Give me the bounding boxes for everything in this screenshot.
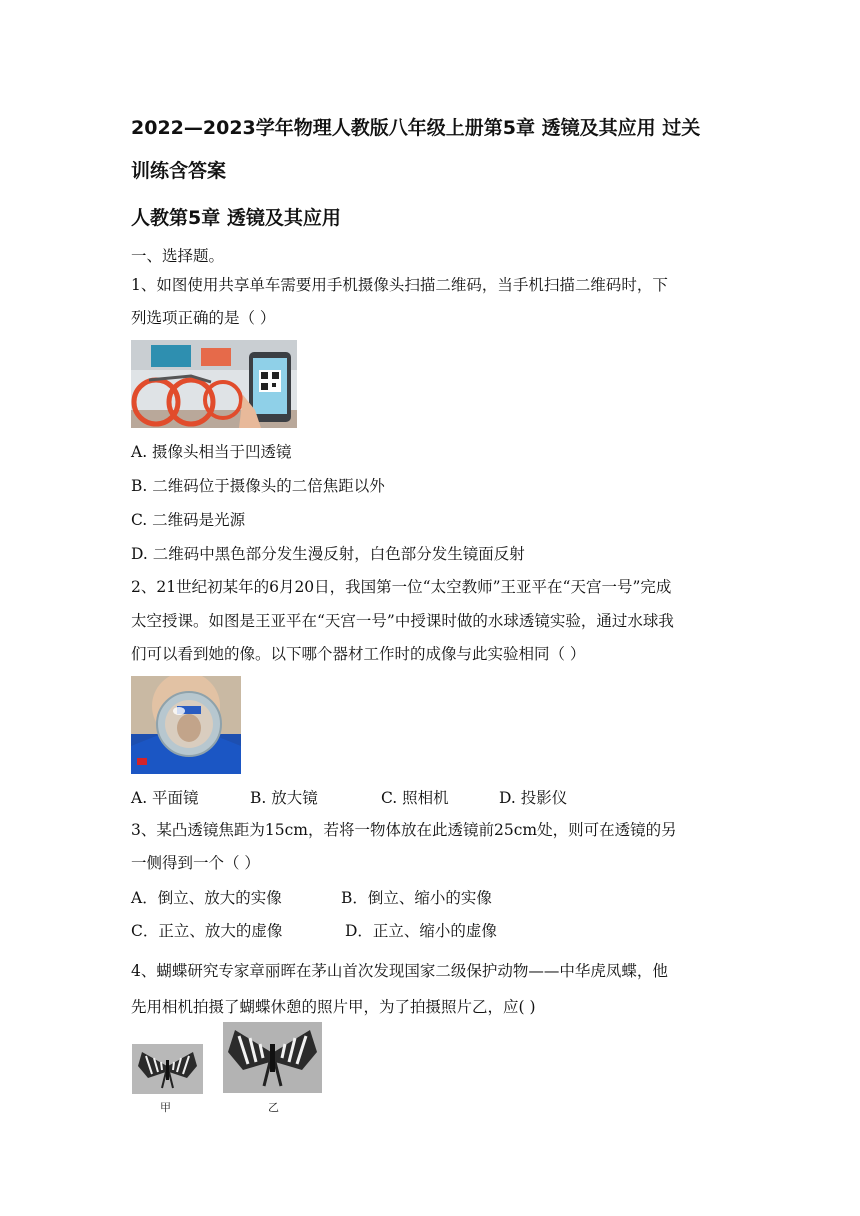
butterfly-photo-yi <box>223 1022 322 1093</box>
section-heading: 一、选择题。 <box>131 247 225 265</box>
document-title-line-1: 2022—2023学年物理人教版八年级上册第5章 透镜及其应用 过关 <box>131 117 701 139</box>
q1-option-d: D. 二维码中黑色部分发生漫反射，白色部分发生镜面反射 <box>131 545 525 563</box>
caption-yi: 乙 <box>268 1101 279 1114</box>
q2-option-b: B. 放大镜 <box>250 789 318 807</box>
q3-stem-line-2: 一侧得到一个（ ） <box>131 854 260 872</box>
q1-stem-line-2: 列选项正确的是（ ） <box>131 309 276 327</box>
q2-option-a: A. 平面镜 <box>131 789 199 807</box>
document-title-line-2: 训练含答案 <box>131 160 227 182</box>
water-ball-lens-image <box>131 676 241 774</box>
q2-stem-line-2: 太空授课。如图是王亚平在“天宫一号”中授课时做的水球透镜实验，通过水球我 <box>131 612 674 630</box>
q3-option-c: C．正立、放大的虚像 <box>131 922 283 940</box>
q4-stem-line-1: 4、蝴蝶研究专家章丽晖在茅山首次发现国家二级保护动物——中华虎凤蝶，他 <box>131 962 668 980</box>
q1-option-a: A. 摄像头相当于凹透镜 <box>131 443 292 461</box>
q3-option-d: D．正立、缩小的虚像 <box>345 922 497 940</box>
q1-stem-line-1: 1、如图使用共享单车需要用手机摄像头扫描二维码，当手机扫描二维码时，下 <box>131 276 668 294</box>
q2-stem-line-3: 们可以看到她的像。以下哪个器材工作时的成像与此实验相同（ ） <box>131 645 586 663</box>
shared-bike-qr-image <box>131 340 297 428</box>
caption-jia: 甲 <box>160 1101 171 1114</box>
q2-stem-line-1: 2、21世纪初某年的6月20日，我国第一位“太空教师”王亚平在“天宫一号”完成 <box>131 578 672 596</box>
chapter-subtitle: 人教第5章 透镜及其应用 <box>131 207 341 229</box>
q3-option-a: A．倒立、放大的实像 <box>131 889 282 907</box>
q4-stem-line-2: 先用相机拍摄了蝴蝶休憩的照片甲，为了拍摄照片乙，应( ) <box>131 998 536 1016</box>
q1-option-b: B. 二维码位于摄像头的二倍焦距以外 <box>131 477 385 495</box>
q1-option-c: C. 二维码是光源 <box>131 511 246 529</box>
q3-stem-line-1: 3、某凸透镜焦距为15cm，若将一物体放在此透镜前25cm处，则可在透镜的另 <box>131 821 677 839</box>
q2-option-d: D. 投影仪 <box>499 789 568 807</box>
butterfly-photo-jia <box>132 1044 203 1094</box>
q3-option-b: B．倒立、缩小的实像 <box>341 889 492 907</box>
q2-option-c: C. 照相机 <box>381 789 449 807</box>
